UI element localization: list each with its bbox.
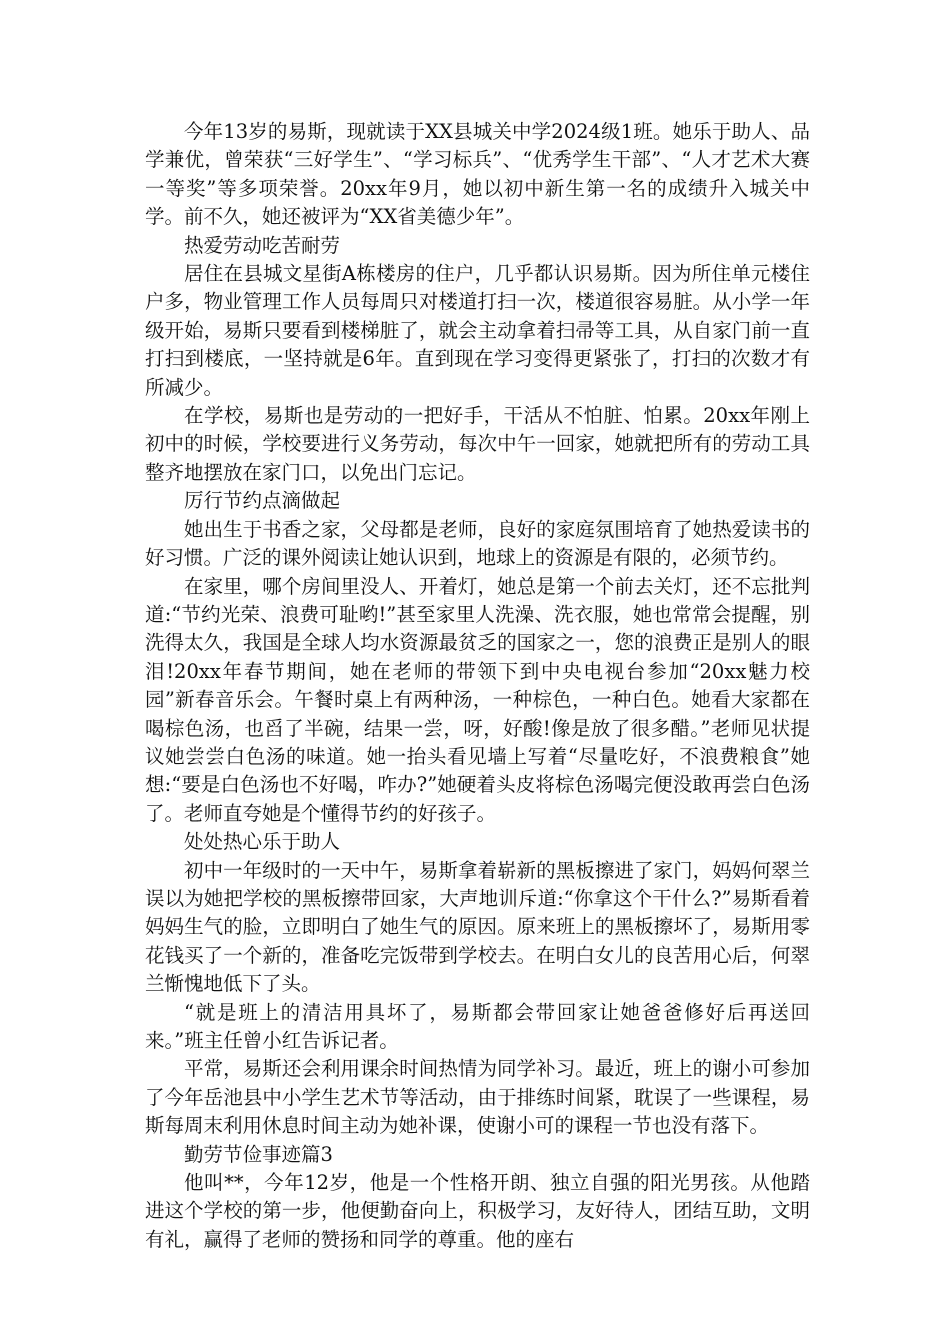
section-heading-helping: 处处热心乐于助人 [184, 830, 341, 854]
section-heading-thrift: 厉行节约点滴做起 [184, 489, 341, 513]
paragraph-tutoring: 平常，易斯还会利用课余时间热情为同学补习。最近，班上的谢小可参加了今年岳池县中小学生艺术节等活动，由于排练时间紧，耽误了一些课程，易斯每周末利用休息时间主动为她补课，使谢小可的课程一节也没有落下。 [145, 1057, 810, 1138]
document-body [145, 118, 810, 1254]
paragraph-teacher-quote: “就是班上的清洁用具坏了，易斯都会带回家让她爸爸修好后再送回来。”班主任曾小红告诉记者。 [145, 1000, 810, 1052]
paragraph-family: 她出生于书香之家，父母都是老师，良好的家庭氛围培育了她热爱读书的好习惯。广泛的课外阅读让她认识到，地球上的资源是有限的，必须节约。 [145, 517, 810, 570]
section-heading-labor: 热爱劳动吃苦耐劳 [184, 233, 341, 257]
paragraph-intro: 今年13岁的易斯，现就读于XX县城关中学2024级1班。她乐于助人、品学兼优，曾荣获“三好学生”、“学习标兵”、“优秀学生干部”、“人才艺术大赛一等奖”等多项荣誉。20xx年9月，她以初中新生第一名的成绩升入城关中学。前不久，她还被评为“XX省美德少年”。 [145, 120, 810, 229]
paragraph-saving-story: 在家里，哪个房间里没人、开着灯，她总是第一个前去关灯，还不忘批判道:“节约光荣、浪费可耻哟!”甚至家里人洗澡、洗衣服，她也常常会提醒，别洗得太久，我国是全球人均水资源最贫乏的国家之一，您的浪费正是别人的眼泪!20xx年春节期间，她在老师的带领下到中央电视台参加“20xx魅力校园”新春音乐会。午餐时桌上有两种汤，一种棕色，一种白色。她看大家都在喝棕色汤，也舀了半碗，结果一尝，呀，好酸!像是放了很多醋。”老师见状提议她尝尝白色汤的味道。她一抬头看见墙上写着“尽量吃好，不浪费粮食”她想:“要是白色汤也不好喝，咋办?”她硬着头皮将棕色汤喝完便没敢再尝白色汤了。老师直夸她是个懂得节约的好孩子。 [145, 574, 810, 825]
section-heading-part3: 勤劳节俭事迹篇3 [184, 1142, 333, 1166]
paragraph-part3-intro: 他叫**，今年12岁，他是一个性格开朗、独立自强的阳光男孩。从他踏进这个学校的第一步，他便勤奋向上，积极学习，友好待人，团结互助，文明有礼，赢得了老师的赞扬和同学的尊重。他的座右 [145, 1171, 810, 1251]
paragraph-blackboard-eraser: 初中一年级时的一天中午，易斯拿着崭新的黑板擦进了家门，妈妈何翠兰误以为她把学校的黑板擦带回家，大声地训斥道:“你拿这个干什么?”易斯看着妈妈生气的脸，立即明白了她生气的原因。原来班上的黑板擦坏了，易斯用零花钱买了一个新的，准备吃完饭带到学校去。在明白女儿的良苦用心后，何翠兰惭愧地低下了头。 [145, 858, 810, 996]
paragraph-stairs: 居住在县城文星街A栋楼房的住户，几乎都认识易斯。因为所住单元楼住户多，物业管理工作人员每周只对楼道打扫一次，楼道很容易脏。从小学一年级开始，易斯只要看到楼梯脏了，就会主动拿着扫帚等工具，从自家门前一直打扫到楼底，一坚持就是6年。直到现在学习变得更紧张了，打扫的次数才有所减少。 [145, 262, 810, 399]
paragraph-school-labor: 在学校，易斯也是劳动的一把好手，干活从不怕脏、怕累。20xx年刚上初中的时候，学校要进行义务劳动，每次中午一回家，她就把所有的劳动工具整齐地摆放在家门口，以免出门忘记。 [145, 404, 810, 484]
